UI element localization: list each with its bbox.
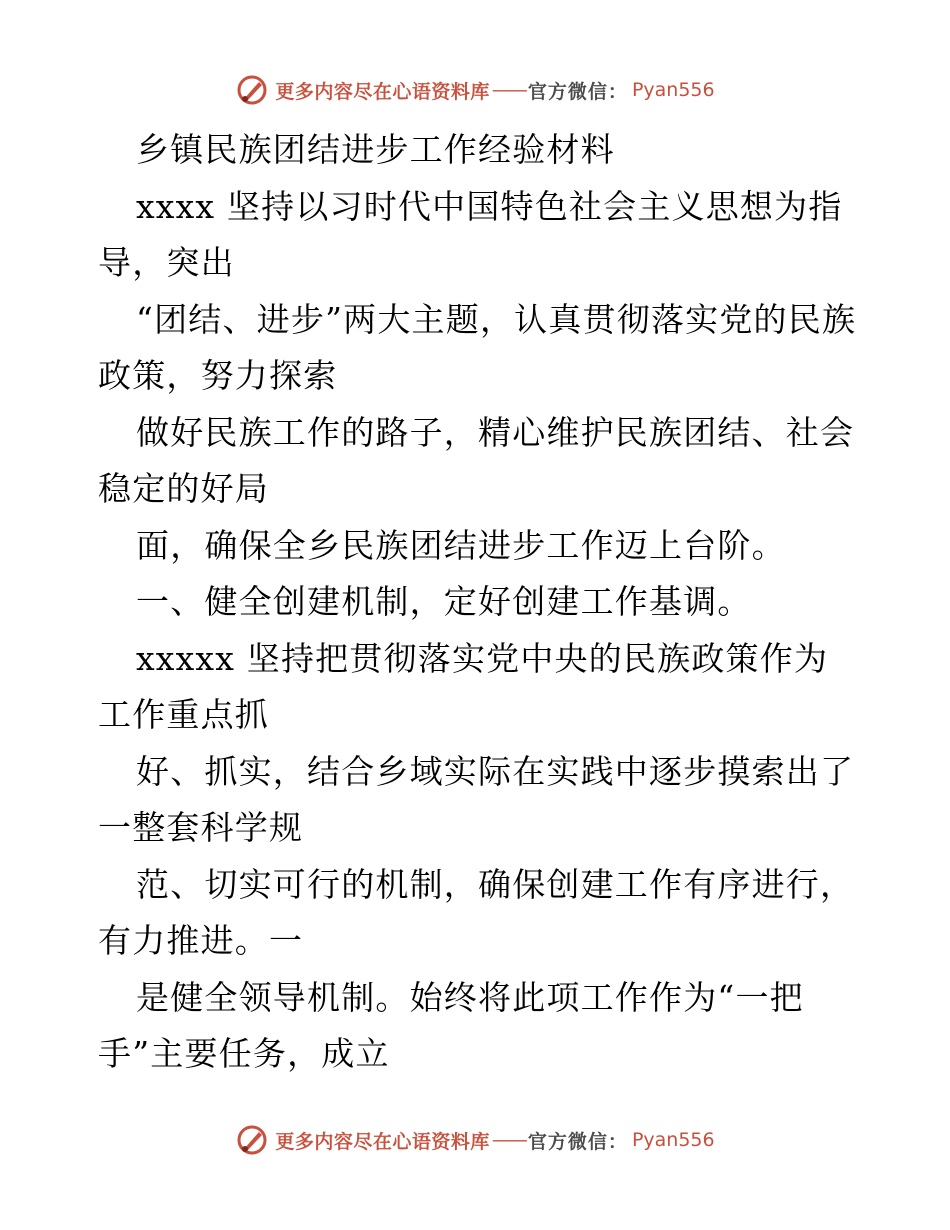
paragraph: xxxx 坚持以习时代中国特色社会主义思想为指导，突出 — [98, 186, 843, 282]
header-banner — [0, 70, 950, 110]
banner-wechat-id: Pyan556 — [631, 1129, 715, 1151]
document-title: 乡镇民族团结进步工作经验材料 — [136, 130, 615, 169]
banner-dash: —— — [491, 79, 526, 101]
banner-wechat-id: Pyan556 — [631, 79, 715, 101]
brush-seal-logo-icon — [235, 73, 269, 107]
footer-banner — [0, 1120, 950, 1160]
banner-official-label: 官方微信： — [527, 80, 628, 103]
brush-seal-logo-icon — [235, 1123, 269, 1157]
banner-slogan: 更多内容尽在心语资料库 — [275, 1130, 490, 1153]
paragraph: 范、切实可行的机制，确保创建工作有序进行，有力推进。一 — [98, 864, 855, 960]
paragraph: 好、抓实，结合乡域实际在实践中逐步摸索出了一整套科学规 — [98, 751, 855, 847]
paragraph: 面，确保全乡民族团结进步工作迈上台阶。 — [136, 525, 786, 565]
banner-dash: —— — [491, 1129, 526, 1151]
document-body — [98, 122, 858, 1083]
section-heading: 一、健全创建机制，定好创建工作基调。 — [136, 582, 752, 621]
paragraph: 做好民族工作的路子，精心维护民族团结、社会稳定的好局 — [98, 412, 855, 508]
paragraph: “团结、进步”两大主题，认真贯彻落实党的民族政策，努力探索 — [98, 299, 857, 395]
banner-slogan: 更多内容尽在心语资料库 — [275, 80, 490, 103]
banner-official-label: 官方微信： — [527, 1130, 628, 1153]
paragraph: 是健全领导机制。始终将此项工作作为“一把手”主要任务，成立 — [98, 977, 804, 1073]
paragraph: xxxxx 坚持把贯彻落实党中央的民族政策作为工作重点抓 — [98, 638, 829, 734]
